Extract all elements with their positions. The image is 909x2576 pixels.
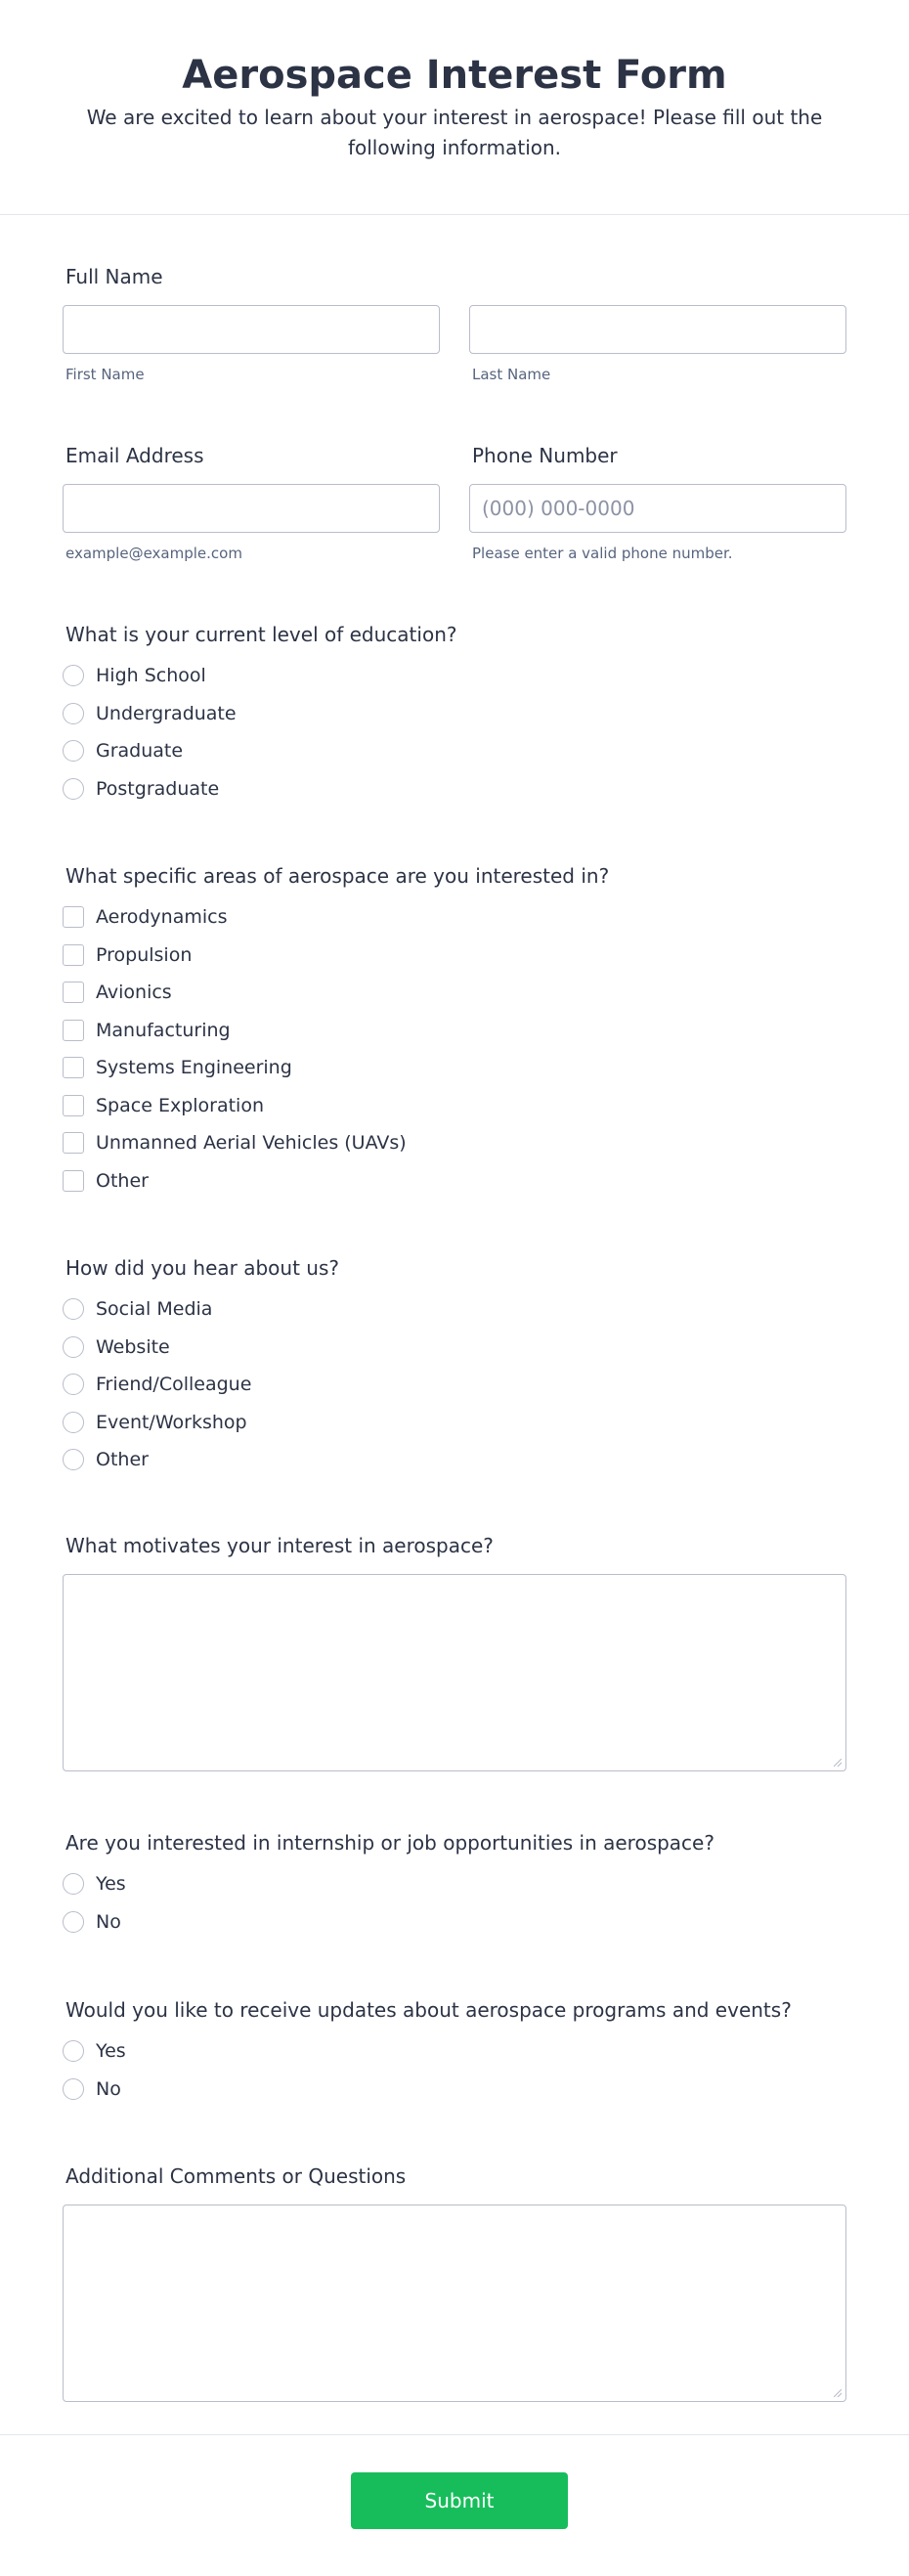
comments-question xyxy=(63,2163,846,2402)
radio-button[interactable] xyxy=(63,1374,84,1395)
radio-button[interactable] xyxy=(63,665,84,686)
email-label: Email Address xyxy=(65,444,204,467)
radio-button[interactable] xyxy=(63,1336,84,1358)
submit-button[interactable]: Submit xyxy=(351,2472,568,2529)
education-question xyxy=(63,622,846,808)
education-option[interactable]: Postgraduate xyxy=(63,770,846,808)
updates-question xyxy=(63,1997,846,2108)
areas-option[interactable]: Propulsion xyxy=(63,937,846,975)
areas-option[interactable]: Avionics xyxy=(63,974,846,1012)
radio-button[interactable] xyxy=(63,703,84,724)
areas-option[interactable]: Manufacturing xyxy=(63,1012,846,1050)
radio-button[interactable] xyxy=(63,740,84,762)
areas-question xyxy=(63,863,846,1200)
radio-button[interactable] xyxy=(63,1873,84,1895)
motivation-question xyxy=(63,1533,846,1771)
last-name-sublabel: Last Name xyxy=(472,366,551,383)
internship-question xyxy=(63,1830,846,1941)
areas-option[interactable]: Space Exploration xyxy=(63,1087,846,1125)
full-name-question xyxy=(63,264,846,383)
areas-option[interactable]: Systems Engineering xyxy=(63,1049,846,1087)
source-option[interactable]: Social Media xyxy=(63,1290,846,1329)
resize-handle-icon[interactable] xyxy=(834,2389,842,2397)
radio-button[interactable] xyxy=(63,2040,84,2062)
email-field[interactable] xyxy=(63,484,440,533)
motivation-label: What motivates your interest in aerospace? xyxy=(65,1534,494,1557)
comments-label: Additional Comments or Questions xyxy=(65,2164,407,2188)
updates-option[interactable]: No xyxy=(63,2071,846,2109)
motivation-textarea[interactable] xyxy=(63,1574,846,1771)
email-sublabel: example@example.com xyxy=(65,545,242,562)
last-name-input[interactable] xyxy=(469,305,846,354)
checkbox[interactable] xyxy=(63,1020,84,1041)
comments-textarea[interactable] xyxy=(63,2205,846,2402)
first-name-input[interactable] xyxy=(63,305,440,354)
internship-label: Are you interested in internship or job opportunities in aerospace? xyxy=(65,1831,714,1855)
contact-question xyxy=(63,443,846,562)
radio-button[interactable] xyxy=(63,1449,84,1470)
form-title: Aerospace Interest Form xyxy=(182,53,727,98)
checkbox[interactable] xyxy=(63,1057,84,1078)
education-option[interactable]: Graduate xyxy=(63,732,846,770)
phone-field[interactable] xyxy=(469,484,846,533)
radio-button[interactable] xyxy=(63,2078,84,2100)
full-name-label: Full Name xyxy=(65,265,163,288)
source-label: How did you hear about us? xyxy=(65,1256,339,1280)
internship-option[interactable]: Yes xyxy=(63,1865,846,1903)
radio-button[interactable] xyxy=(63,778,84,800)
updates-option[interactable]: Yes xyxy=(63,2032,846,2071)
form-header xyxy=(0,0,909,215)
phone-sublabel: Please enter a valid phone number. xyxy=(472,545,733,562)
areas-option[interactable]: Aerodynamics xyxy=(63,898,846,937)
areas-label: What specific areas of aerospace are you interested in? xyxy=(65,864,610,888)
resize-handle-icon[interactable] xyxy=(834,1759,842,1767)
education-option[interactable]: High School xyxy=(63,657,846,695)
form-footer xyxy=(0,2434,909,2576)
education-label: What is your current level of education? xyxy=(65,623,457,646)
checkbox[interactable] xyxy=(63,944,84,966)
form-subtitle: We are excited to learn about your interest in aerospace! Please fill out the following information. xyxy=(86,106,823,159)
checkbox[interactable] xyxy=(63,982,84,1003)
education-option[interactable]: Undergraduate xyxy=(63,695,846,733)
phone-label: Phone Number xyxy=(472,444,618,467)
areas-option[interactable]: Unmanned Aerial Vehicles (UAVs) xyxy=(63,1124,846,1162)
source-question xyxy=(63,1255,846,1479)
first-name-sublabel: First Name xyxy=(65,366,145,383)
radio-button[interactable] xyxy=(63,1412,84,1433)
checkbox[interactable] xyxy=(63,906,84,928)
checkbox[interactable] xyxy=(63,1132,84,1154)
radio-button[interactable] xyxy=(63,1911,84,1933)
updates-label: Would you like to receive updates about aerospace programs and events? xyxy=(65,1998,792,2022)
internship-option[interactable]: No xyxy=(63,1903,846,1942)
radio-button[interactable] xyxy=(63,1298,84,1320)
areas-option[interactable]: Other xyxy=(63,1162,846,1201)
source-option[interactable]: Other xyxy=(63,1441,846,1479)
source-option[interactable]: Event/Workshop xyxy=(63,1404,846,1442)
source-option[interactable]: Website xyxy=(63,1329,846,1367)
checkbox[interactable] xyxy=(63,1170,84,1192)
source-option[interactable]: Friend/Colleague xyxy=(63,1366,846,1404)
checkbox[interactable] xyxy=(63,1095,84,1116)
